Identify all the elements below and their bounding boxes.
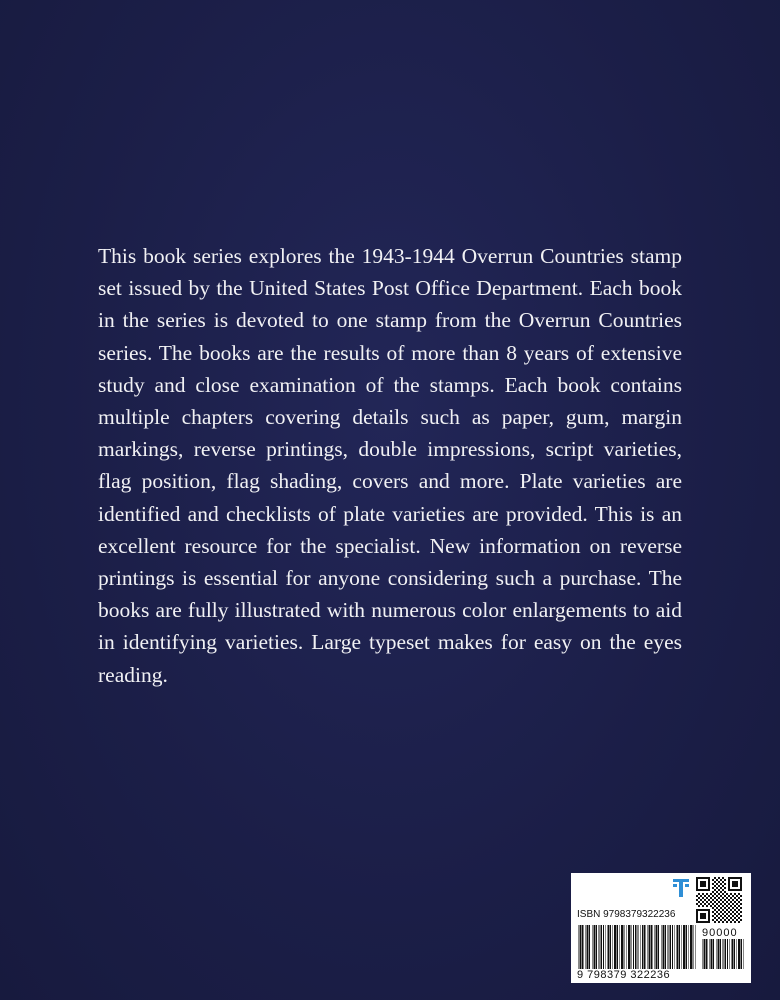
isbn-label: ISBN 9798379322236 bbox=[577, 909, 676, 920]
addon-digits: 90000 bbox=[702, 927, 738, 939]
publisher-logo-icon bbox=[673, 879, 689, 897]
ean-digits: 9 798379 322236 bbox=[577, 969, 671, 981]
back-cover-blurb: This book series explores the 1943-1944 Overrun Countries stamp set issued by the United States Post Office Department. Each book in the series is devoted to one stamp from the Overrun Countries series. The books are the results of more than 8 years of extensive study and close examination of the stamps. Each book contains multiple chapters covering details such as paper, gum, margin markings, reverse printings, double impressions, script varieties, flag position, flag shading, covers and more. Plate varieties are identified and checklists of plate varieties are provided. This is an excellent resource for the specialist. New information on reverse printings is essential for anyone considering such a purchase. The books are fully illustrated with numerous color enlargements to aid in identifying varieties. Large typeset makes for easy on the eyes reading. bbox=[98, 244, 682, 687]
barcode-box bbox=[571, 873, 751, 983]
addon-barcode bbox=[701, 939, 745, 969]
ean-barcode bbox=[577, 925, 697, 969]
qr-code-icon bbox=[696, 877, 742, 923]
